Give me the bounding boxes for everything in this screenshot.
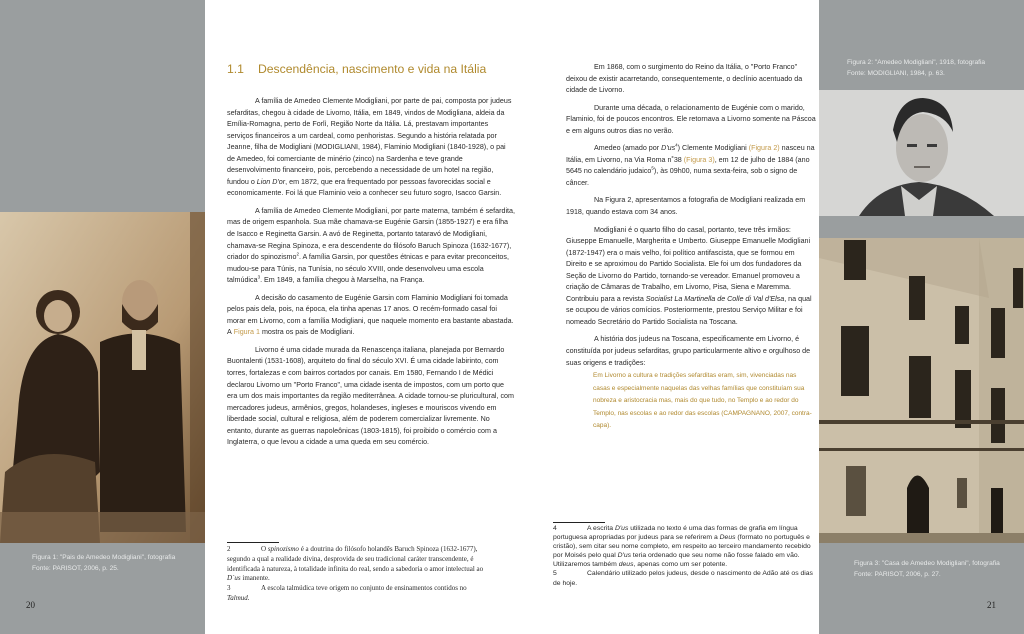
paragraph: A decisão do casamento de Eugénie Garsin com Flaminio Modigliani foi tomada pelos pais dela, pois, na época, ela tinha apenas 17 anos. O recém-formado casal foi morar em Livorno, com a família Modigliani, que naquele momento era bastante abastada. A Figura 1 mostra os pais de Modigliani. (227, 293, 514, 337)
figure3-caption-title: Figura 3: "Casa de Amedeo Modigliani", fotografia (854, 560, 1000, 567)
figure1-caption-title: Figura 1: "Pais de Amedeo Modigliani", fotografia (32, 554, 176, 561)
figure2-caption-source: Fonte: MODIGLIANI, 1984, p. 63. (847, 70, 945, 77)
paragraph: Na Figura 2, apresentamos a fotografia de Modigliani realizada em 1918, quando estava com 34 anos. (566, 196, 806, 217)
figure2-photo-portrait (819, 90, 1024, 216)
footnote-divider (227, 542, 279, 543)
section-heading (227, 62, 486, 76)
paragraph: Modigliani é o quarto filho do casal, portanto, teve três irmãos: Giuseppe Emanuelle, Margherita e Umberto. Giuseppe Emanuelle Modigliani (1872-1947) era o mais velho, foi político antifascista, que se formou em Direito e se aproximou do Partido Socialista. Ele foi um dos fundadores da Seção de Livorno do Partido, tornando-se vereador. Emanuel promoveu a criação de Câmaras de Trabalho, em Livorno, Pisa, Siena e Maremma. Contribuiu para a revista Socialist La Martinella de Colle di Val d'Elsa, na qual se ocupou de vários comícios. Posteriormente, prestou Serviço Militar e foi nomeado Secretário do Partido Socialista na Toscana. (566, 225, 812, 326)
figure2-caption-title: Figura 2: "Amedeo Modigliani", 1918, fotografia (847, 59, 986, 66)
figure2-caption (847, 57, 985, 79)
footnote-4: 4 A escrita D'us utilizada no texto é uma das formas de grafia em língua portuguesa apropriadas por judeus para se referirem a Deus (formato no português e cristão), sem citar seu nome completo, em respeito ao terceiro mandamento recebido por Moisés pelo qual D'us teria ordenado que seu nome não fosse falado em vão. Utilizaremos também deus, apenas como um ser potente. (553, 525, 811, 569)
footnote-5: 5 Calendário utilizado pelos judeus, desde o nascimento de Adão até os dias de hoje. (553, 570, 813, 587)
figure1-link[interactable]: Figura 1 (233, 328, 260, 337)
section-number: 1.1 (227, 62, 244, 76)
section-title: Descendência, nascimento e vida na Itália (257, 62, 487, 76)
paragraph: Durante uma década, o relacionamento de Eugénie com o marido, Flaminio, foi de poucos encontros. Ele retornava a Livorno somente na Páscoa e em alguns outros dias no verão. (566, 103, 816, 135)
paragraph: Amedeo (amado por $D'us^4$) Clemente Modigliani (Figura 2) nasceu na Itália, em Livorno, na Via Roma n˚38 (Figura 3), em 12 de julho de 1884 (ano 5645 no calendário judaico$^5$), às 09h00, numa sexta-feira, sob o signo de câncer. (566, 142, 815, 187)
page-number-right: 21 (987, 600, 996, 610)
block-quote: Em Livorno a cultura e tradições sefarditas eram, sim, vivenciadas nas casas e especialmente naquelas das velhas famílias que constituíam sua nobreza e aristocracia mas, mais do que tudo, no Templo e ao redor do Templo, nas escolas e ao redor das escolas (CAMPAGNANO, 2007, contra-capa). (593, 372, 812, 430)
figure2-link[interactable]: (Figura 2) (748, 144, 780, 153)
paragraph: A família de Amedeo Clemente Modigliani, por parte de pai, composta por judeus sefarditas, chegou à cidade de Livorno, Itália, em 1849, vindos de Modigliana, aldeia da Emília-Romagna, perto de Forlì, Região Norte da Itália. Lá, prestavam importantes serviços financeiros a um cardeal, como penhoristas. Segundo a história relatada por Jeanne, filha de Modigliani (MODIGLIANI, 1984), Flaminio Modigliani (1840-1928), o pai de Amedeo, foi comerciante de minério (zinco) na Sardenha e teve grande desenvolvimento financeiro, pois, percebendo a necessidade de um hotel na região, fundou o Lion D'or, em 1872, que era frequentado por pessoas favorecidas social e economicamente. Foi lá que Flaminio veio a conhecer seu futuro sogro, Isacco Garsin. (227, 97, 512, 198)
figure1-caption (32, 552, 175, 574)
page-number-left: 20 (26, 600, 35, 610)
figure3-caption (854, 558, 1000, 580)
figure3-photo-house (819, 238, 1024, 543)
paragraph: Em 1868, com o surgimento do Reino da Itália, o "Porto Franco" deixou de existir acarretando, consequentemente, o declínio acentuado da cidade de Livorno. (566, 63, 803, 95)
paragraph: A história dos judeus na Toscana, especificamente em Livorno, é constituída por judeus sefarditas, grupo particularmente altivo e orgulhoso de suas origens e tradições: (566, 335, 811, 367)
footnote-2: 2 O spinozismo é a doutrina do filósofo holandês Baruch Spinoza (1632-1677), segundo a qual a realidade divina, desprovida de seu tradicional caráter transcendente, é identificada à natureza, à totalidade infinita do real, sendo a sabedoria o amor intelectual ao D´us imanente. (227, 545, 484, 583)
footnote-3: 3 A escola talmúdica teve origem no conjunto de ensinamentos contidos no Talmud. (227, 584, 467, 602)
footnote-divider (553, 522, 605, 523)
figure3-caption-source: Fonte: PARISOT, 2006, p. 27. (854, 571, 941, 578)
figure3-link[interactable]: (Figura 3) (683, 155, 715, 164)
figure1-caption-source: Fonte: PARISOT, 2006, p. 25. (32, 565, 119, 572)
paragraph: Livorno é uma cidade murada da Renascença italiana, planejada por Bernardo Buontalenti (1531-1608), arquiteto do final do século XVI. É uma cidade labirinto, com torres, fortalezas e com bairros cortados por canais. Em 1580, Fernando I de Médici declarou Livorno um "Porto Franco", uma cidade isenta de impostos, com um porto que era um dos mais importantes da região mediterrânea. A cidade tornou-se pluricultural, com mercadores judeus, armênios, gregos, holandeses, ingleses e mouriscos vivendo em liberdade social, cultural e religiosa, além de poderem comercializar livremente. No entanto, durante as guerras napoleônicas (1803-1815), foi proibido o comércio com a Inglaterra, o que levou a cidade a uma queda em seu comércio. (227, 345, 514, 447)
paragraph: A família de Amedeo Clemente Modigliani, por parte materna, também é sefardita, mas de origem espanhola. Sua mãe chamava-se Eugénie Garsin (1855-1927) e era filha de Isacco e Reginetta Garsin. A avó de Reginetta, portanto tataravó de Modigliani, chamava-se Regina Spinoza, e era descendente do filósofo Baruch Spinoza (1632-1677), criador do spinozismo$^2$. A família Garsin, por questões étnicas e para evitar preconceitos, mudou-se para Túnis, na Tunísia, no século XVIII, onde desenvolveu uma escola talmúdica$^3$. Em 1849, a família chegou à Marselha, na França. (227, 206, 515, 285)
footnotes-left (227, 545, 489, 604)
figure1-photo-parents (0, 212, 205, 543)
right-text-column (566, 62, 816, 375)
left-text-column (227, 96, 515, 455)
footnotes-right (553, 524, 815, 588)
